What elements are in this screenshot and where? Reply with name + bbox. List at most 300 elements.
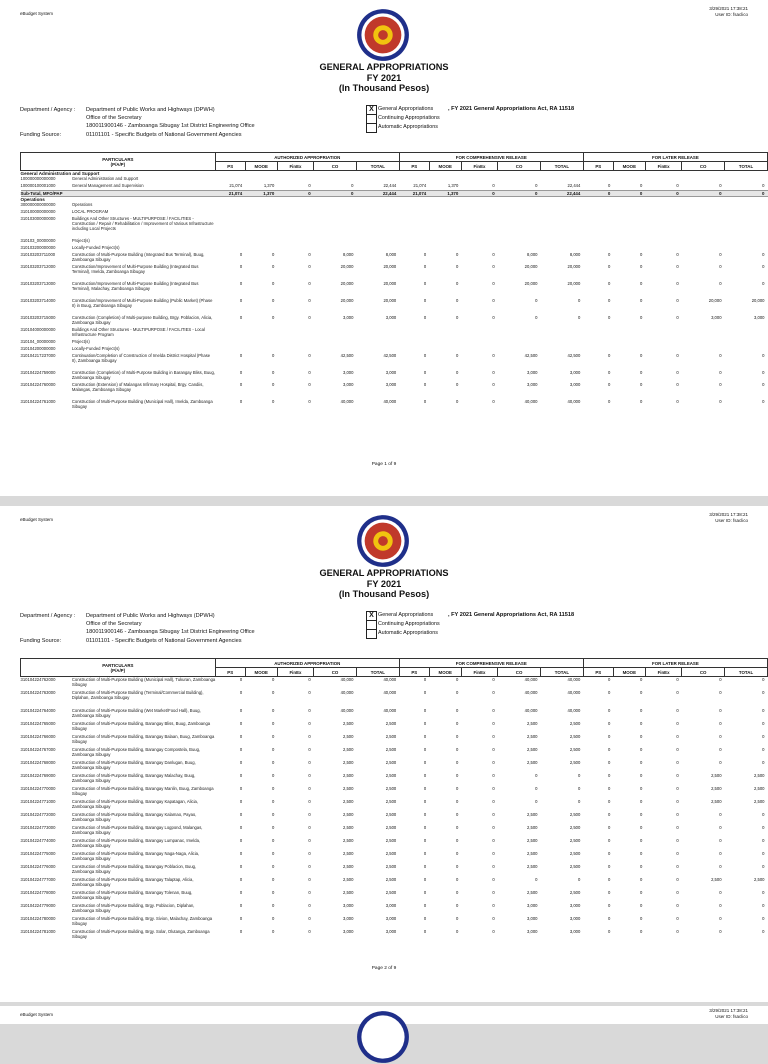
table-row: [21, 708, 768, 721]
pap-description: Construction of Multi-Purpose Building, Barangay Kapatagan, Alicia, Zamboanga Sibugay: [71, 798, 199, 809]
pap-code: 310104224763000: [20, 689, 56, 695]
amount-cell: 0: [492, 850, 495, 856]
page-footer: Page 1 of 9: [371, 462, 397, 467]
pap-code: 300000000000000: [20, 201, 56, 207]
amount-cell: 0: [607, 720, 611, 726]
amount-cell: 1,370: [263, 183, 275, 188]
amount-cell: 20,000: [340, 280, 354, 286]
amount-cell: 0: [455, 733, 459, 739]
amount-cell: [314, 327, 357, 339]
amount-cell: 0: [577, 314, 581, 320]
amount-cell: 0: [492, 889, 495, 895]
amount-cell: 0: [719, 720, 722, 726]
pap-code: 310104224776000: [20, 863, 56, 869]
amount-cell: 0: [762, 902, 765, 908]
table-row: [21, 399, 768, 411]
column-header-total: TOTAL: [725, 668, 768, 677]
amount-cell: 0: [239, 707, 243, 713]
pap-code: 310104224762000: [20, 677, 56, 682]
office-value: Office of the Secretary: [86, 621, 142, 627]
pap-code: 310103_00000000: [20, 237, 56, 243]
amount-cell: 0: [239, 352, 243, 358]
amount-cell: 0: [308, 837, 311, 843]
amount-cell: [356, 216, 399, 238]
amount-cell: [314, 216, 357, 238]
subtotal-amount: 22,444: [540, 190, 583, 196]
amount-cell: 0: [492, 689, 495, 695]
amount-cell: 0: [676, 251, 679, 257]
amount-cell: 0: [607, 707, 611, 713]
amount-cell: 0: [676, 850, 679, 856]
amount-cell: 2,500: [342, 837, 354, 843]
amount-cell: 0: [492, 928, 495, 934]
amount-cell: 0: [271, 837, 275, 843]
pap-code: 310103000000000: [20, 215, 56, 221]
amount-cell: 0: [455, 850, 459, 856]
amount-cell: 0: [423, 369, 427, 375]
amount-cell: 42,500: [524, 352, 538, 358]
amount-cell: 3,000: [342, 314, 354, 320]
amount-cell: 0: [607, 251, 611, 257]
amount-cell: [583, 245, 613, 252]
amount-cell: [429, 238, 461, 245]
amount-cell: 0: [607, 850, 611, 856]
amount-cell: 2,500: [385, 889, 397, 895]
amount-cell: 2,500: [342, 811, 354, 817]
amount-cell: 0: [607, 785, 611, 791]
table-row: [21, 929, 768, 942]
amount-cell: 0: [308, 369, 311, 375]
pap-code: 310104224760000: [20, 381, 56, 387]
amount-cell: 0: [271, 863, 275, 869]
table-row: [21, 183, 768, 190]
amount-cell: 0: [492, 837, 495, 843]
subtotal-amount: 0: [277, 190, 313, 196]
amount-cell: 2,500: [342, 798, 354, 804]
amount-cell: 40,000: [340, 689, 354, 695]
option-continuing: [366, 620, 526, 629]
amount-cell: [215, 209, 245, 216]
amount-cell: 0: [640, 798, 643, 804]
column-header-ps: PS: [215, 668, 245, 677]
amount-cell: [314, 339, 357, 346]
pap-code: 310103203712000: [20, 263, 56, 269]
system-name: eBudget System: [20, 517, 54, 522]
amount-cell: [399, 176, 429, 183]
amount-cell: 0: [351, 183, 354, 188]
amount-cell: 0: [308, 850, 311, 856]
pap-code: 310104200000000: [20, 345, 56, 351]
amount-cell: 3,000: [754, 314, 765, 320]
pap-code: 310104224778000: [20, 889, 56, 895]
amount-cell: 20,000: [383, 280, 397, 286]
amount-cell: [429, 339, 461, 346]
table-row: [21, 238, 768, 245]
report-titles: [0, 568, 768, 600]
amount-cell: 0: [719, 837, 722, 843]
amount-cell: [540, 209, 583, 216]
amount-cell: 0: [423, 251, 427, 257]
amount-cell: 0: [762, 863, 765, 869]
subtotal-amount: 22,444: [356, 190, 399, 196]
amount-cell: 0: [492, 759, 495, 765]
amount-cell: 0: [455, 863, 459, 869]
amount-cell: 2,500: [569, 863, 581, 869]
column-header-co: CO: [682, 668, 725, 677]
amount-cell: 0: [423, 772, 427, 778]
amount-cell: 3,000: [342, 928, 354, 934]
amount-cell: 0: [455, 707, 459, 713]
option-checkbox: [366, 629, 377, 639]
amount-cell: 0: [762, 183, 765, 188]
amount-cell: 0: [607, 837, 611, 843]
amount-cell: 0: [271, 263, 275, 269]
amount-cell: [498, 245, 541, 252]
amount-cell: 0: [762, 369, 765, 375]
amount-cell: 0: [676, 746, 679, 752]
table-row: [21, 903, 768, 916]
amount-cell: 0: [676, 398, 679, 404]
amount-cell: 0: [308, 863, 311, 869]
amount-cell: 0: [607, 824, 611, 830]
amount-cell: 0: [239, 398, 243, 404]
amount-cell: 2,500: [385, 837, 397, 843]
amount-cell: 0: [492, 381, 495, 387]
amount-cell: [356, 238, 399, 245]
amount-cell: 20,000: [567, 263, 581, 269]
option-automatic: [366, 123, 526, 132]
amount-cell: 3,000: [569, 369, 581, 375]
amount-cell: 0: [239, 314, 243, 320]
amount-cell: 0: [239, 824, 243, 830]
subtotal-amount: 0: [682, 190, 725, 196]
amount-cell: [725, 245, 768, 252]
amount-cell: 2,500: [527, 759, 538, 765]
amount-cell: [540, 346, 583, 353]
amount-cell: 0: [719, 183, 722, 188]
amount-cell: 0: [535, 297, 538, 303]
amount-cell: [245, 209, 277, 216]
report-title: GENERAL APPROPRIATIONS: [319, 62, 449, 72]
amount-cell: 0: [762, 915, 765, 921]
amount-cell: 0: [676, 902, 679, 908]
pap-code: 310104224766000: [20, 733, 56, 739]
column-header-finex: FinEx: [461, 162, 497, 171]
amount-cell: 0: [271, 280, 275, 286]
pap-description: Construction of Multi-Purpose Building, Barangay Kalamao, Payao, Zamboanga Sibugay: [71, 811, 197, 822]
amount-cell: 40,000: [383, 677, 397, 682]
amount-cell: 0: [455, 837, 459, 843]
amount-cell: 0: [423, 902, 427, 908]
amount-cell: 0: [492, 811, 495, 817]
dept-value: Department of Public Works and Highways (DPWH): [86, 613, 215, 619]
amount-cell: 0: [719, 915, 722, 921]
amount-cell: 2,500: [569, 850, 581, 856]
column-header-ps: PS: [583, 668, 613, 677]
amount-cell: 0: [271, 928, 275, 934]
pap-description: Construction of Multi-Purpose Building, Barangay Naga-Naga, Alicia, Zamboanga Sibugay: [71, 850, 200, 861]
table-row: [21, 315, 768, 327]
amount-cell: 0: [308, 297, 311, 303]
amount-cell: 3,000: [385, 381, 397, 387]
amount-cell: 2,500: [754, 772, 765, 778]
amount-cell: [277, 346, 313, 353]
table-row: [21, 382, 768, 399]
amount-cell: 2,500: [342, 720, 354, 726]
amount-cell: 0: [676, 928, 679, 934]
amount-cell: 3,000: [342, 369, 354, 375]
amount-cell: 40,000: [340, 677, 354, 682]
amount-cell: 0: [455, 352, 459, 358]
amount-cell: 2,500: [385, 785, 397, 791]
amount-cell: 0: [239, 811, 243, 817]
pap-code: 310103203713000: [20, 280, 56, 286]
amount-cell: [645, 245, 681, 252]
amount-cell: 20,000: [708, 297, 722, 303]
report-fy: FY 2021: [366, 72, 402, 83]
amount-cell: 20,000: [340, 263, 354, 269]
table-row: [21, 176, 768, 183]
amount-cell: 0: [640, 772, 643, 778]
option-checkbox: X: [366, 105, 377, 115]
table-row: [21, 747, 768, 760]
amount-cell: 0: [239, 689, 243, 695]
amount-cell: 2,500: [569, 759, 581, 765]
amount-cell: [245, 339, 277, 346]
amount-cell: 0: [455, 824, 459, 830]
amount-cell: 2,500: [527, 837, 538, 843]
table-row: [21, 786, 768, 799]
section-title: General Administration and Support: [20, 171, 100, 176]
amount-cell: 0: [762, 381, 765, 387]
amount-cell: [613, 327, 645, 339]
amount-cell: 0: [239, 850, 243, 856]
amount-cell: 3,000: [385, 369, 397, 375]
amount-cell: 40,000: [567, 689, 581, 695]
table-row: [21, 916, 768, 929]
pap-description: Construction (Extension) of Malangas Infirmary Hospital, Brgy. Candiis, Malangas, Zamboanga Sibugay: [71, 381, 204, 392]
amount-cell: [314, 245, 357, 252]
amount-cell: 0: [676, 889, 679, 895]
subtotal-amount: 0: [314, 190, 357, 196]
amount-cell: 0: [607, 369, 611, 375]
amount-cell: [725, 176, 768, 183]
amount-cell: 0: [423, 785, 427, 791]
amount-cell: [583, 346, 613, 353]
amount-cell: 2,500: [527, 720, 538, 726]
column-header-total: TOTAL: [540, 668, 583, 677]
amount-cell: 0: [423, 824, 427, 830]
amount-cell: 0: [271, 689, 275, 695]
amount-cell: [461, 216, 497, 238]
amount-cell: 0: [719, 677, 722, 682]
amount-cell: [314, 209, 357, 216]
amount-cell: [540, 202, 583, 209]
amount-cell: 8,000: [569, 251, 581, 257]
table-row: [21, 370, 768, 382]
amount-cell: 40,000: [524, 677, 538, 682]
amount-cell: [245, 202, 277, 209]
subtotal-amount: 0: [613, 190, 645, 196]
amount-cell: 0: [455, 398, 459, 404]
report-unit: (In Thousand Pesos): [338, 589, 430, 599]
amount-cell: 2,500: [527, 863, 538, 869]
amount-cell: 0: [239, 772, 243, 778]
amount-cell: [645, 202, 681, 209]
dept-label: Department / Agency :: [20, 613, 76, 619]
table-row: [21, 677, 768, 690]
amount-cell: [356, 245, 399, 252]
pap-description: Construction of Multi-Purpose Building, Brgy. Sivion, Malachay, Zamboanga Sibugay: [71, 915, 213, 926]
amount-cell: 0: [719, 850, 722, 856]
amount-cell: 0: [676, 369, 679, 375]
amount-cell: [429, 209, 461, 216]
amount-cell: [613, 209, 645, 216]
amount-cell: 3,000: [527, 381, 538, 387]
amount-cell: 0: [423, 677, 427, 682]
amount-cell: [429, 176, 461, 183]
amount-cell: 0: [239, 369, 243, 375]
amount-cell: [725, 209, 768, 216]
amount-cell: 0: [423, 798, 427, 804]
amount-cell: 0: [308, 381, 311, 387]
amount-cell: 3,000: [527, 902, 538, 908]
amount-cell: 0: [239, 280, 243, 286]
amount-cell: 0: [239, 798, 243, 804]
amount-cell: 0: [492, 863, 495, 869]
amount-cell: 0: [607, 352, 611, 358]
pap-description: Construction of Multi-Purpose Building, Barangay Logpond, Malangas, Zamboanga Sibugay: [71, 824, 203, 835]
pap-description: Construction (Completion) of Multi-purpose Building, Brgy. Poblacion, Alicia, Zamboanga Sibugay: [71, 314, 213, 325]
amount-cell: 0: [607, 280, 611, 286]
amount-cell: 0: [676, 280, 679, 286]
amount-cell: 0: [640, 707, 643, 713]
amount-cell: [277, 202, 313, 209]
amount-cell: [277, 327, 313, 339]
amount-cell: 0: [423, 915, 427, 921]
amount-cell: 0: [271, 759, 275, 765]
amount-cell: 0: [607, 314, 611, 320]
amount-cell: 0: [455, 677, 459, 682]
print-date: 3/29/2021 17:38:21: [709, 6, 748, 11]
amount-cell: 3,000: [385, 314, 397, 320]
amount-cell: 0: [308, 928, 311, 934]
amount-cell: 0: [271, 677, 275, 682]
pap-description: Construction/Improvement of Multi-Purpose Building (Public Market) (Phase II) in Buug, Zamboanga Sibugay: [71, 297, 213, 308]
amount-cell: [399, 339, 429, 346]
pap-description: Construction of Multi-Purpose Building, Barangay Balaan, Buug, Zamboanga Sibugay: [71, 733, 215, 744]
table-body-page-2: [21, 677, 768, 942]
amount-cell: [540, 216, 583, 238]
amount-cell: 0: [762, 677, 765, 682]
amount-cell: 0: [271, 251, 275, 257]
amount-cell: [682, 327, 725, 339]
pap-code: 310104224765000: [20, 720, 56, 726]
office-value: Office of the Secretary: [86, 115, 142, 121]
column-header-total: TOTAL: [356, 162, 399, 171]
amount-cell: 0: [640, 837, 643, 843]
amount-cell: 2,500: [527, 850, 538, 856]
amount-cell: 22,444: [567, 183, 581, 188]
amount-cell: 3,000: [342, 915, 354, 921]
district-value: 180011900146 - Zamboanga Sibugay 1st District Engineering Office: [86, 123, 255, 129]
system-name: eBudget System: [20, 11, 54, 16]
pap-code: 310104224777000: [20, 876, 56, 882]
amount-cell: 0: [607, 798, 611, 804]
column-header-ps: PS: [399, 668, 429, 677]
amount-cell: 0: [271, 772, 275, 778]
option-label: Automatic Appropriations: [378, 630, 438, 636]
option-checkbox: X: [366, 611, 377, 621]
amount-cell: 0: [423, 352, 427, 358]
column-header-ps: PS: [583, 162, 613, 171]
pap-code: 310104224769000: [20, 772, 56, 778]
amount-cell: 0: [423, 720, 427, 726]
amount-cell: [277, 339, 313, 346]
amount-cell: 0: [676, 263, 679, 269]
amount-cell: 2,500: [569, 837, 581, 843]
amount-cell: 0: [492, 369, 495, 375]
amount-cell: 0: [719, 280, 722, 286]
pap-description: Construction/Improvement of Multi-Purpose Building (Integrated Bus Terminal), Malachay, Zamboanga Sibugay: [71, 280, 199, 291]
amount-cell: [498, 176, 541, 183]
system-name: eBudget System: [20, 1012, 54, 1017]
amount-cell: 0: [308, 689, 311, 695]
amount-cell: 3,000: [569, 381, 581, 387]
pap-code: 310104_00000000: [20, 338, 56, 344]
amount-cell: 0: [640, 720, 643, 726]
pap-description: Locally-Funded Project(s): [71, 345, 120, 351]
amount-cell: 0: [271, 369, 275, 375]
amount-cell: 2,500: [385, 720, 397, 726]
pap-code: 310104224774000: [20, 837, 56, 843]
amount-cell: 0: [640, 902, 643, 908]
subtotal-amount: 21,074: [399, 190, 429, 196]
amount-cell: 2,500: [342, 850, 354, 856]
pap-description: Construction of Multi-Purpose Building, Barangay Poblacion, Buug, Zamboanga Sibugay: [71, 863, 197, 874]
table-row: [21, 864, 768, 877]
pap-label: (P/A/P): [110, 667, 126, 673]
pap-code: 310104224764000: [20, 707, 56, 713]
amount-cell: 0: [308, 352, 311, 358]
amount-cell: 0: [640, 677, 643, 682]
amount-cell: 0: [676, 772, 679, 778]
amount-cell: 0: [492, 746, 495, 752]
amount-cell: 0: [762, 811, 765, 817]
amount-cell: 3,000: [527, 369, 538, 375]
amount-cell: 0: [640, 733, 643, 739]
amount-cell: 0: [492, 824, 495, 830]
amount-cell: 0: [762, 850, 765, 856]
amount-cell: 0: [640, 352, 643, 358]
amount-cell: 3,000: [569, 915, 581, 921]
amount-cell: 0: [308, 733, 311, 739]
amount-cell: [215, 238, 245, 245]
amount-cell: 42,500: [340, 352, 354, 358]
amount-cell: 0: [535, 314, 538, 320]
amount-cell: 0: [423, 928, 427, 934]
amount-cell: 0: [762, 263, 765, 269]
amount-cell: [429, 346, 461, 353]
amount-cell: 0: [455, 902, 459, 908]
amount-cell: 0: [676, 689, 679, 695]
amount-cell: 0: [492, 677, 495, 682]
amount-cell: [314, 202, 357, 209]
amount-cell: 40,000: [383, 707, 397, 713]
amount-cell: 40,000: [567, 707, 581, 713]
amount-cell: 0: [239, 677, 243, 682]
amount-cell: 0: [719, 759, 722, 765]
